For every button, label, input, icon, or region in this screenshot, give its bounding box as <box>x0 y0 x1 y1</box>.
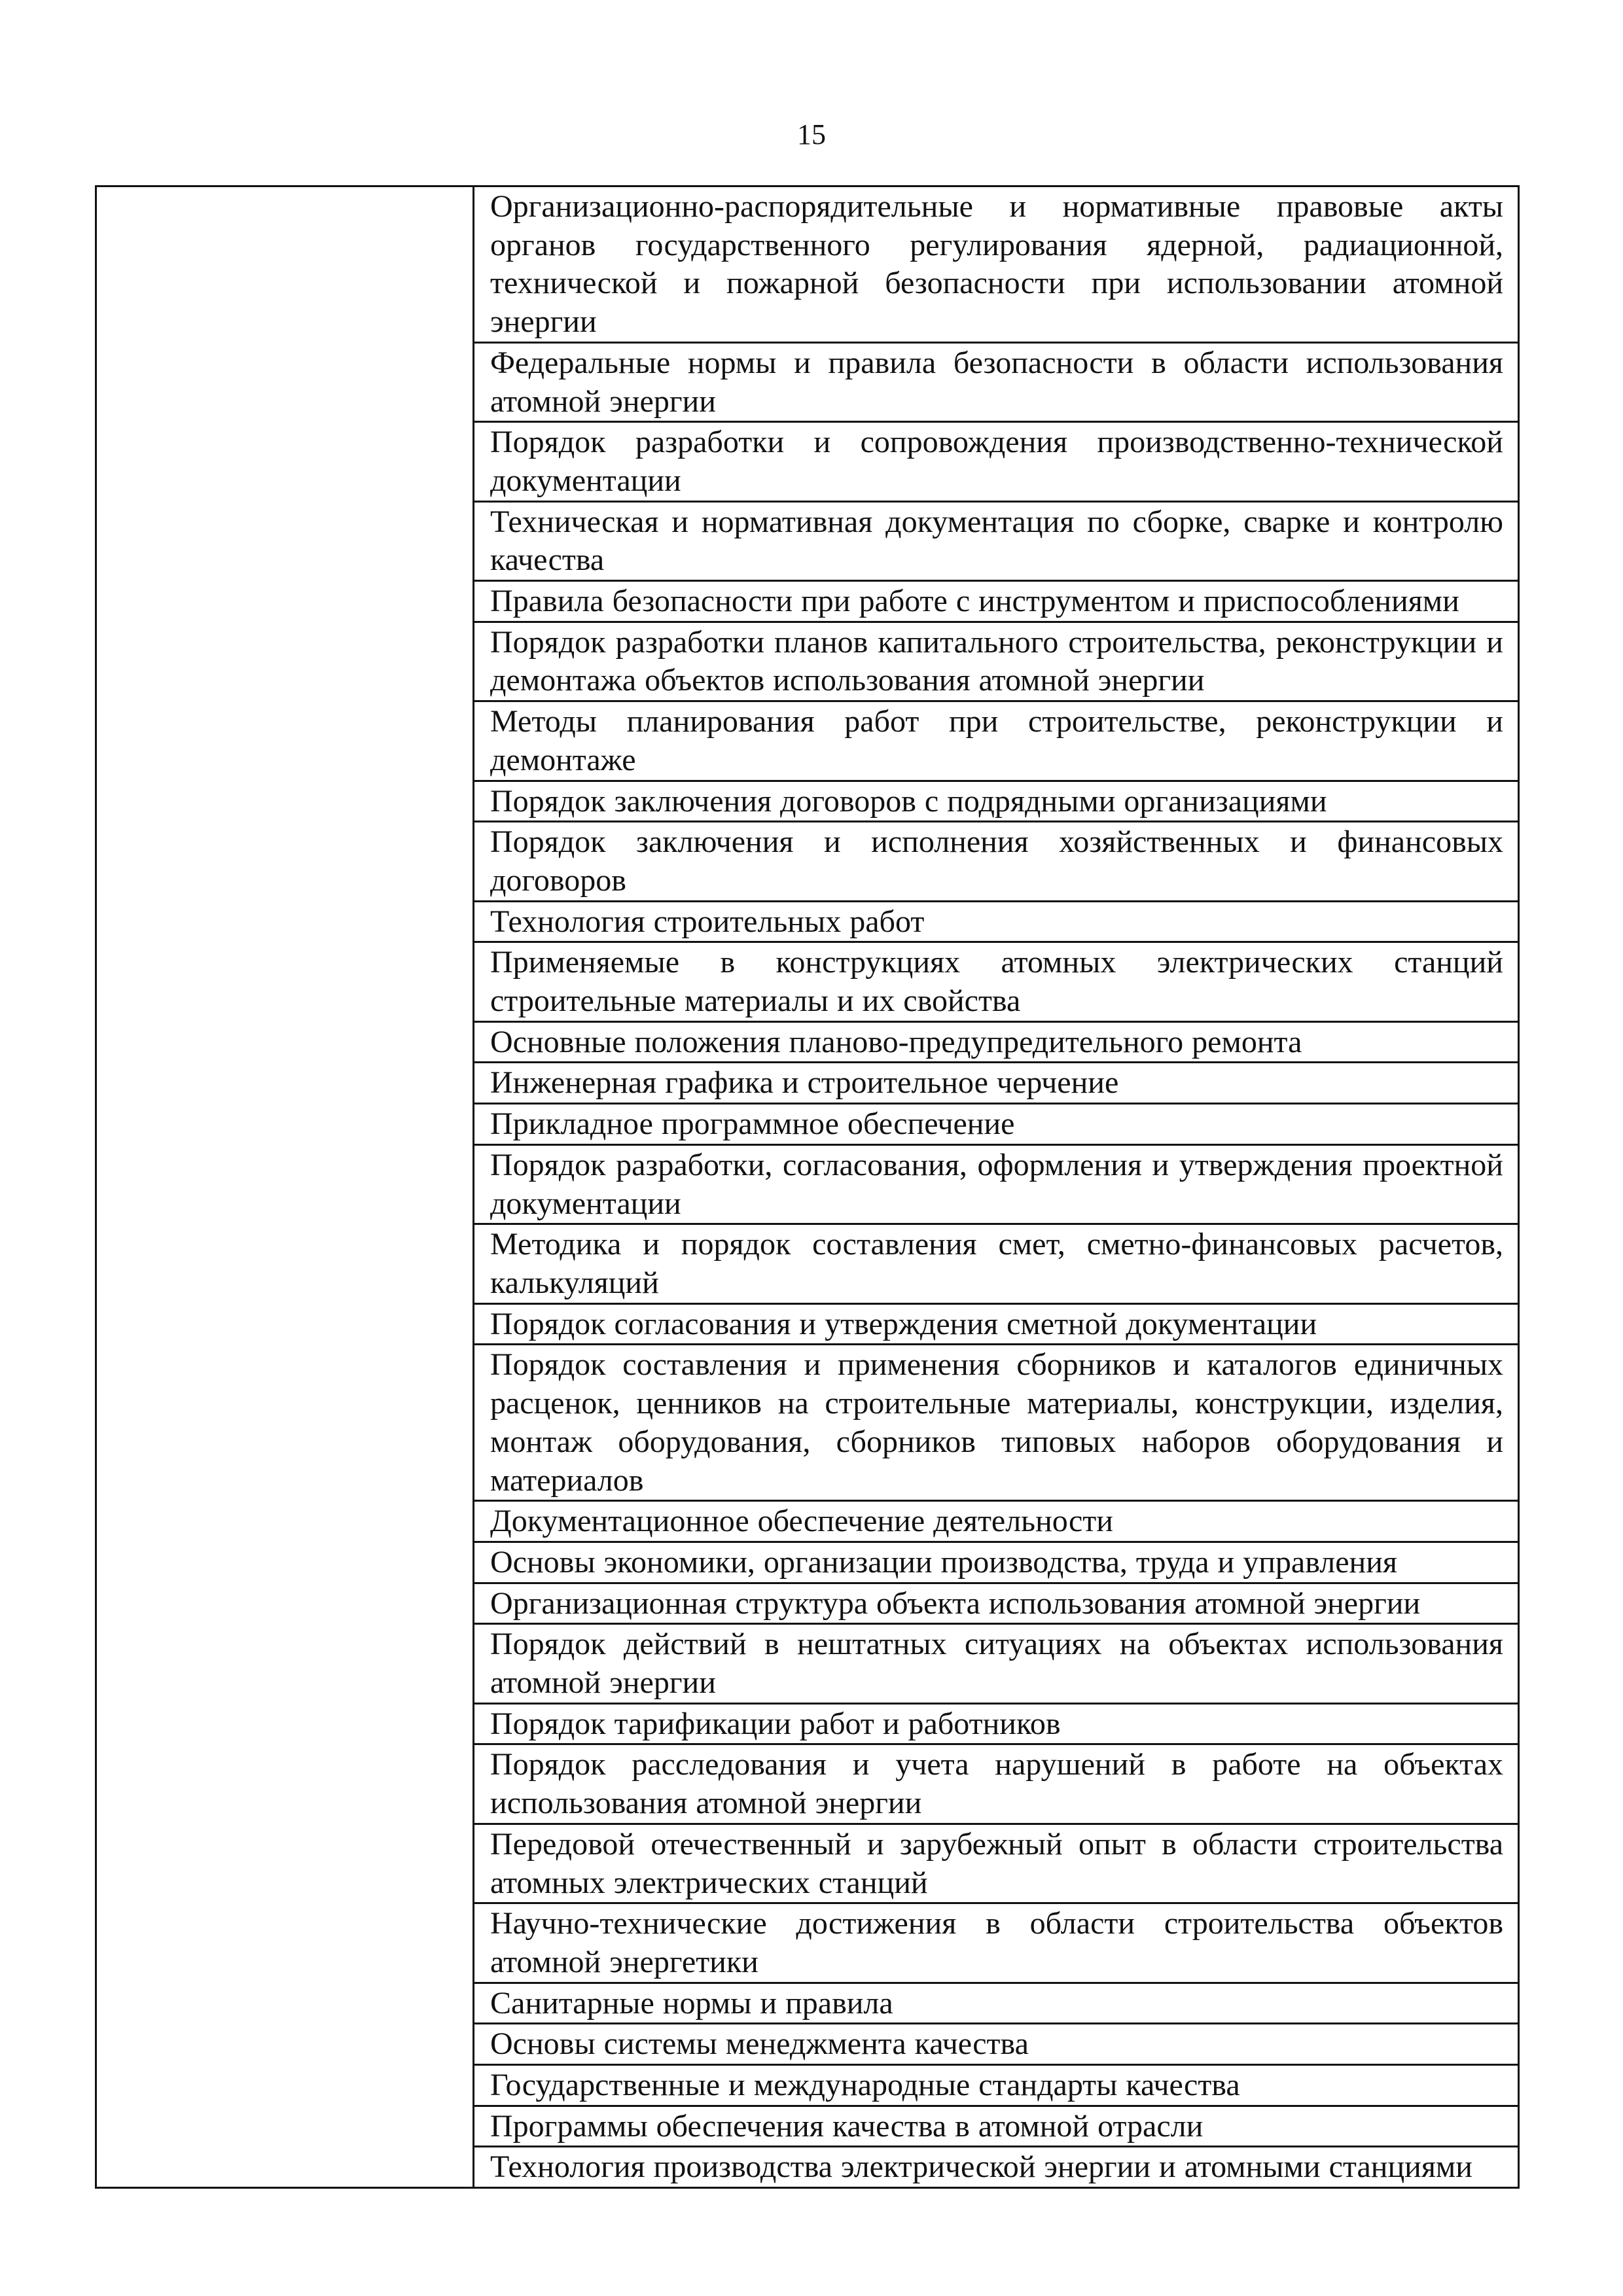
list-item: Порядок разработки и сопровождения производственно-технической документации <box>474 423 1518 502</box>
list-item: Порядок заключения договоров с подрядными организациями <box>474 782 1518 823</box>
list-item: Методика и порядок составления смет, сметно-финансовых расчетов, калькуляций <box>474 1225 1518 1304</box>
list-item: Программы обеспечения качества в атомной отрасли <box>474 2107 1518 2148</box>
list-item: Организационная структура объекта использования атомной энергии <box>474 1584 1518 1625</box>
list-item: Научно-технические достижения в области строительства объектов атомной энергетики <box>474 1904 1518 1983</box>
page-number: 15 <box>797 118 826 150</box>
list-item: Федеральные нормы и правила безопасности в области использования атомной энергии <box>474 344 1518 423</box>
list-item: Основы системы менеджмента качества <box>474 2024 1518 2066</box>
list-item: Документационное обеспечение деятельности <box>474 1502 1518 1543</box>
list-item: Технология производства электрической энергии и атомными станциями <box>490 2149 1472 2185</box>
list-item: Порядок разработки, согласования, оформления и утверждения проектной документации <box>474 1146 1518 1225</box>
list-item: Порядок тарификации работ и работников <box>474 1704 1518 1746</box>
list-item: Применяемые в конструкциях атомных электрических станций строительные материалы и их свойства <box>474 943 1518 1022</box>
list-item: Техническая и нормативная документация по сборке, сварке и контролю качества <box>474 503 1518 582</box>
list-item: Порядок действий в нештатных ситуациях на объектах использования атомной энергии <box>474 1625 1518 1704</box>
list-item: Основы экономики, организации производства, труда и управления <box>474 1543 1518 1584</box>
list-item: Правила безопасности при работе с инструментом и приспособлениями <box>474 582 1518 623</box>
list-item: Передовой отечественный и зарубежный опыт в области строительства атомных электрических станций <box>474 1825 1518 1904</box>
list-item: Организационно-распорядительные и нормативные правовые акты органов государственного регулирования ядерной, радиационной, технической и пожарной безопасности при использовании атомной энергии <box>474 187 1518 344</box>
list-item: Порядок расследования и учета нарушений в работе на объектах использования атомной энергии <box>474 1745 1518 1824</box>
list-item: Технология строительных работ <box>474 902 1518 944</box>
list-item: Порядок заключения и исполнения хозяйственных и финансовых договоров <box>474 822 1518 902</box>
knowledge-list-cell <box>474 186 1519 2188</box>
list-item: Санитарные нормы и правила <box>474 1984 1518 2025</box>
list-item: Инженерная графика и строительное черчение <box>474 1063 1518 1104</box>
list-item: Методы планирования работ при строительстве, реконструкции и демонтаже <box>474 702 1518 781</box>
list-item: Основные положения планово-предупредительного ремонта <box>474 1023 1518 1064</box>
empty-left-cell <box>96 186 474 2188</box>
list-item: Порядок составления и применения сборников и каталогов единичных расценок, ценников на строительные материалы, конструкции, изделия, монтаж оборудования, сборников типовых наборов оборудования и материалов <box>474 1345 1518 1502</box>
list-item: Порядок разработки планов капитального строительства, реконструкции и демонтажа объектов использования атомной энергии <box>474 623 1518 702</box>
table-row <box>96 186 1519 2188</box>
list-item: Прикладное программное обеспечение <box>474 1104 1518 1146</box>
list-item: Порядок согласования и утверждения сметной документации <box>474 1305 1518 1346</box>
list-item: Государственные и международные стандарты качества <box>474 2066 1518 2107</box>
requirements-table <box>95 185 1520 2189</box>
